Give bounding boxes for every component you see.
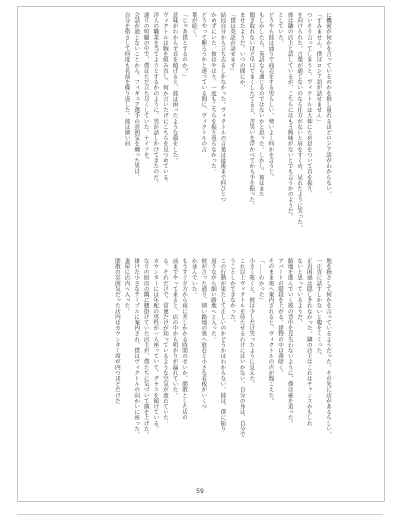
lower-text-column: 地を指さして何かを言っているようだった。その先に店があるらしい。 一正直に話すしかないと腹をくくった。 正直困惑は隠しきれなかった。隣の店主はこれはチャンスかもしれ ないと思っているようだ。 路地を進んでいく彼の背中を見失わないように、僕は後を追った。 アパートの階段を上がる。建物の中は薄暗く、 そのまま奥へ案内されると、ヴィクトルの声が聞こえた。 「……わかった」 小さく呟くと、彼は少しだけ笑ったように見えた。 これ以上ヴィクトルを待たせるわけにはいかない。自分の身は、自分で うことしかできなかった。 この行動が果たして正しいのかどうかはわからない。彼は、僕に振り 返りながら細い路地へと入った。 彼が言った通り、細い路地の奥へ進むと小さな看板がいくつ か並んでいた。 もうすぐ夕方から夜に差しかかる時間のせいか、閑散とした店の 前までやって来ると、店の中から明かりが漏れていた。 る。それだけで、常連だけが知っているような空気が流れていた。 カウンターには年配の男性が一人座っていて、グラスを傾けている。 なりの厨房の隅に腰掛けていた店主が、僕たちに気づいて顔を上げた。 掛けた小さなテーブルに案内され、僕はヴィクトルの向かいに座った。 妻屋に店内へ入った。 閑散の雰囲気だった店内はカウンター席が四つほどだけだ xyxy=(113,258,331,438)
bottom-divider xyxy=(17,514,383,515)
page-number: 59 xyxy=(196,488,204,495)
upper-text-column: に機密が何かを言っているのかを推し量れるほどロシア語がわからない。 「すみません。僕はロシア語が話せません」 ついそう言ってしまうと、ヴィクトルは大仰にため息をついて首を振り、 を向けられた。言葉が通じないのなら仕方がないと肩をすくめ、呆れたように笑った。 彼は隣の店主と話しているが、こちらにはもう興味がないとでも言うかのようだ。 としていた。 どうやら彼は通りで商売をする男らしい。勢いよく何かを言うと、 もしかしたら、英語なら通じるのではないかと思った。しかし、彼はまた 聞き取れないほど早口でまくしたてると、苦笑いを浮かべてから手を振った。 ませたようだ。いつの間にか、 「僕は英語が話せます」 結局自分から立ち去るしかなかった。ヴィクトルの言葉は最後まで何ひとつ かめずにいた。彼はやはり、一度もこちらを振り返らなかった。 どうやって断ろうかと迷っている間に、ヴィクトルの言 葉が続く。 「じゃあ僕とするのか？」 意味がわからず首を傾げると、彼は困ったような顔をした。 ヴィクトルは腕を組み直し、何か言いたげにこちらを見つめている。 洋人の職業を当てようとするかのように、男が話しかけてきたのだ。 通りの喧騒の中で、僕はただ立ち尽くしていた。ナイフを、 会話が通じないことから、フィギュア選手の雰囲気を纏った男は、 自分を指さして何度も名前を繰り返した。彼は細い肩 xyxy=(123,12,331,231)
